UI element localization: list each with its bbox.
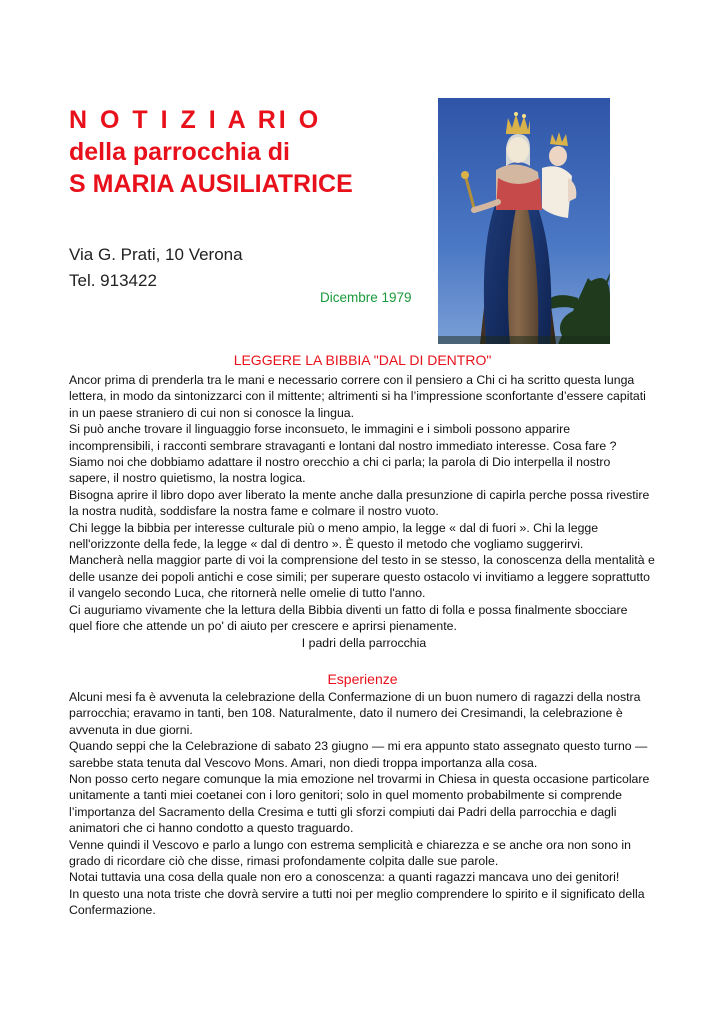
text-line: la nostra nudità, soddisfare la nostra fame e colmare il nostro vuoto. (69, 504, 439, 519)
text-line: Venne quindi il Vescovo e parlo a lungo con estrema semplicità e chiarezza e se anche ora non sono in (69, 837, 631, 852)
article-signature: I padri della parrocchia (301, 635, 427, 650)
address-street: Via G. Prati, 10 Verona (69, 245, 243, 264)
title-parish-line: della parrocchia di (69, 138, 290, 166)
text-line: Alcuni mesi fa è avvenuta la celebrazione della Confermazione di un buon numero di ragazzi della nostra (69, 690, 641, 704)
text-line: delle usanze dei popoli antichi e cose simili; per superare questo ostacolo vi invitiamo a leggere soprattutto (69, 569, 651, 584)
text-line: unitamente a tanti miei coetanei con i loro genitori; solo in quel momento probabilmente si comprende (69, 788, 622, 803)
text-line: Mancherà nella maggior parte di voi la comprensione del testo in se stesso, la conoscenza della mentalità e (69, 553, 655, 568)
text-line: il vangelo secondo Luca, che ritornerà nelle omelie di tutto l'anno. (69, 586, 426, 601)
text-line: Confermazione. (69, 903, 156, 918)
text-line: Ancor prima di prenderla tra le mani e necessario correre con il pensiero a Chi ci ha scritto questa lunga (69, 373, 635, 387)
text-line: Chi legge la bibbia per interesse culturale più o meno ampio, la legge « dal di fuori ». Chi la legge (69, 520, 599, 535)
article-bibbia-heading: LEGGERE LA BIBBIA "DAL DI DENTRO" (233, 352, 492, 368)
text-line: Notai tuttavia una cosa della quale non ero a conoscenza: a quanti ragazzi mancava uno dei genitori! (69, 870, 620, 885)
text-line: Quando seppi che la Celebrazione di sabato 23 giugno — mi era appunto stato assegnato questo turno — (69, 739, 648, 754)
article-esperienze-heading: Esperienze (327, 671, 398, 687)
madonna-statue-image (438, 98, 610, 344)
text-line: in un paese straniero di cui non si conosce la lingua. (69, 405, 355, 420)
text-line: In questo una nota triste che dovrà servire a tutti noi per meglio comprendere lo spirito e il significato della (69, 886, 645, 901)
text-line: sarebbe stata tenuta dal Vescovo Mons. Amari, non diedi troppa importanza alla cosa. (69, 755, 538, 770)
issue-date: Dicembre 1979 (320, 290, 412, 305)
text-line: animatori che ci hanno condotto a questo traguardo. (69, 821, 354, 836)
text-line: Bisogna aprire il libro dopo aver liberato la mente anche dalla presunzione di capirla perche possa rivestire (69, 487, 650, 502)
text-line: l’importanza del Sacramento della Cresima e tutti gli sforzi compiuti dai Padri della parrocchia e dagli (69, 804, 617, 819)
text-line: Non posso certo negare comunque la mia emozione nel trovarmi in Chiesa in questa occasione particolare (69, 772, 650, 787)
newsletter-title (69, 104, 353, 200)
text-line: incomprensibili, i racconti sembrare stravaganti e lontani dal nostro immediato interesse. Cosa fare ? (69, 438, 617, 453)
title-parish-name: S MARIA AUSILIATRICE (69, 170, 353, 198)
text-line: Siamo noi che dobbiamo adattare il nostro orecchio a chi ci parla; la parola di Dio interpella il nostro (69, 455, 611, 470)
title-notiziario: N O T I Z I A RI O (69, 106, 322, 134)
article-bibbia-body (69, 372, 659, 651)
text-line: avvenuta in due giorni. (69, 722, 193, 737)
text-line: lettera, in modo da sintonizzarci con il mittente; altrimenti si ha l’impressione sconfortante d’essere capitati (69, 389, 646, 404)
text-line: parrocchia; eravamo in tanti, ben 108. Naturalmente, dato il numero dei Cresimandi, la celebrazione è (69, 706, 623, 721)
text-line: sapere, il nostro quietismo, la nostra logica. (69, 471, 306, 486)
address-phone: Tel. 913422 (69, 271, 157, 290)
text-line: quel fiore che attende un po' di aiuto per crescere e aprirsi pienamente. (69, 619, 457, 634)
parish-address (69, 242, 243, 294)
article-esperienze-body (69, 689, 659, 919)
text-line: Si può anche trovare il linguaggio forse inconsueto, le immagini e i simboli possono apparire (69, 422, 571, 437)
text-line: grado di ricordare ciò che disse, rimasi profondamente colpita dalle sue parole. (69, 854, 499, 869)
text-line: Ci auguriamo vivamente che la lettura della Bibbia diventi un fatto di folla e possa finalmente sbocciare (69, 602, 628, 617)
text-line: nell'orizzonte della fede, la legge « dal di dentro ». È questo il metodo che vogliamo suggerirvi. (69, 537, 584, 552)
